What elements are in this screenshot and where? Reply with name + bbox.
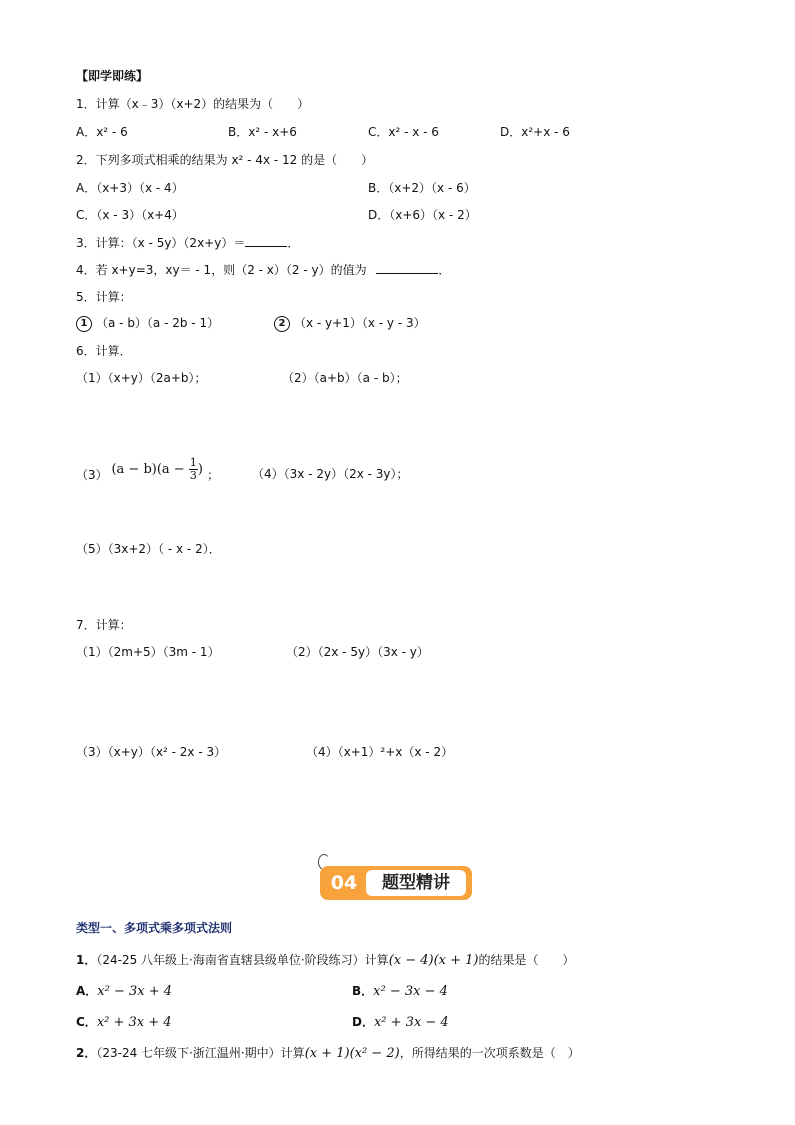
question-6-part-5: （5）（3x+2）（ - x - 2）． (76, 542, 221, 556)
question-4 (76, 261, 450, 278)
question-7-part-2: （2）（2x - 5y）（3x - y） (286, 645, 429, 659)
section-1-question-2 (76, 1045, 580, 1062)
question-5-stem: 5．计算： (76, 290, 132, 304)
question-6-part-3-label: （3） (76, 468, 108, 482)
question-3 (76, 234, 299, 251)
section-1-question-1-option-c: C．x² + 3x + 4 (76, 1015, 172, 1030)
question-6-part-3 (76, 456, 219, 489)
question-6-part-4: （4）（3x - 2y）（2x - 3y）； (252, 467, 409, 481)
question-3-end: ． (287, 236, 300, 250)
question-number: 1． (76, 953, 97, 967)
question-expression: (x + 1)(x² − 2) (304, 1046, 400, 1061)
question-4-stem: 4．若 x+y=3，xy＝ - 1，则（2 - x）（2 - y）的值为 (76, 263, 367, 277)
circled-number-2: 2 (274, 316, 290, 332)
question-7-stem: 7．计算： (76, 618, 132, 632)
question-6-stem: 6．计算． (76, 344, 132, 358)
question-tail: ，所得结果的一次项系数是（ ） (399, 1046, 580, 1060)
question-expression: (x − 4)(x + 1) (388, 953, 479, 968)
question-source: （24-25 八年级上·海南省直辖县级单位·阶段练习）计算 (96, 953, 389, 967)
section-1-question-1-option-d: D．x² + 3x − 4 (352, 1015, 449, 1030)
fraction-one-third: $\frac{1}{3}$ (189, 456, 197, 482)
question-tail: 的结果是（ ） (478, 953, 575, 967)
question-number: 2． (76, 1046, 97, 1060)
question-7-part-4: （4）（x+1）²+x（x - 2） (306, 745, 454, 759)
section-1-title: 类型一、多项式乘多项式法则 (76, 921, 233, 935)
question-5-part-1-expr: （a - b）（a - 2b - 1） (96, 316, 220, 330)
question-5-part-1 (76, 315, 219, 332)
question-2-option-d: D．（x+6）（x - 2） (368, 208, 477, 222)
question-5-part-2-expr: （x - y+1）（x - y - 3） (294, 316, 426, 330)
badge-number: 04 (330, 872, 358, 894)
question-7-part-3: （3）（x+y）（x² - 2x - 3） (76, 745, 227, 759)
question-1-option-d: D．x²+x - 6 (500, 125, 570, 139)
section-1-question-1-option-a: A．x² − 3x + 4 (76, 984, 173, 999)
question-7-part-1: （1）（2m+5）（3m - 1） (76, 645, 220, 659)
question-6-part-2: （2）（a+b）（a - b）； (282, 371, 408, 385)
question-6-part-1: （1）（x+y）（2a+b）； (76, 371, 207, 385)
question-6-part-3-end: ； (207, 468, 220, 482)
badge-title: 题型精讲 (366, 870, 466, 896)
question-2-option-a: A．（x+3）（x - 4） (76, 181, 184, 195)
question-2-option-c: C．（x - 3）（x+4） (76, 208, 184, 222)
question-5-part-2 (274, 315, 426, 332)
question-6-part-3-expr: (a − b)(a − $\frac{1}{3}$ ) (111, 456, 203, 482)
question-4-end: ． (438, 263, 451, 277)
question-1-option-b: B．x² - x+6 (228, 125, 297, 139)
practice-heading: 【即学即练】 (76, 69, 149, 83)
question-3-stem: 3．计算：（x - 5y）（2x+y）＝ (76, 236, 246, 250)
answer-blank[interactable] (245, 234, 287, 247)
section-1-question-1 (76, 952, 575, 969)
question-1-option-c: C．x² - x - 6 (368, 125, 439, 139)
question-2-option-b: B．（x+2）（x - 6） (368, 181, 476, 195)
section-badge (320, 860, 472, 902)
circled-number-1: 1 (76, 316, 92, 332)
question-2-stem: 2．下列多项式相乘的结果为 x² - 4x - 12 的是（ ） (76, 153, 374, 167)
section-1-question-1-option-b: B．x² − 3x − 4 (352, 984, 448, 999)
question-source: （23-24 七年级下·浙江温州·期中）计算 (96, 1046, 305, 1060)
question-1-stem: 1．计算（x﹣3）（x+2）的结果为（ ） (76, 97, 310, 111)
question-1-option-a: A．x² - 6 (76, 125, 128, 139)
answer-blank[interactable] (376, 261, 438, 274)
